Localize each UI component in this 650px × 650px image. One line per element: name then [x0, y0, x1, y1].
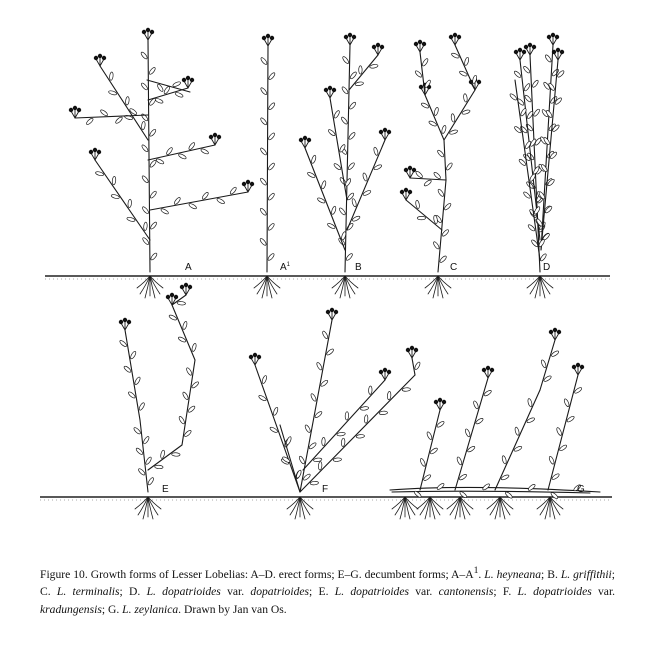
leaf — [419, 458, 426, 467]
leaf — [437, 149, 445, 157]
leaf — [150, 221, 158, 230]
leaf — [437, 188, 445, 197]
flower-head — [555, 35, 559, 39]
leaf — [127, 391, 136, 399]
flower-head — [422, 42, 426, 46]
leaf — [160, 208, 169, 215]
flower-head — [434, 400, 438, 404]
leaf — [261, 375, 267, 384]
leaf — [539, 253, 547, 262]
leaf — [513, 70, 521, 78]
leaf — [86, 117, 94, 125]
leaf — [155, 465, 164, 469]
leaf — [188, 203, 197, 210]
leaf — [349, 101, 357, 110]
leaf — [345, 253, 353, 262]
stem — [406, 200, 442, 230]
plant-f — [249, 308, 421, 519]
leaf — [464, 57, 470, 66]
flower-head — [387, 370, 391, 374]
leaf — [182, 321, 188, 330]
flower-head — [383, 368, 387, 372]
flower-head — [330, 308, 334, 312]
leaf — [184, 429, 193, 437]
flower-head — [97, 150, 101, 154]
leaf — [172, 81, 181, 88]
leaf — [145, 456, 152, 465]
leaf — [138, 402, 145, 411]
leaf — [155, 98, 164, 104]
flower-head — [549, 330, 553, 334]
leaf — [444, 202, 452, 210]
stem — [541, 45, 553, 250]
runner — [392, 491, 590, 493]
leaf — [415, 170, 423, 178]
flower-head — [123, 318, 127, 322]
leaf — [216, 198, 225, 205]
flower-head — [383, 128, 387, 132]
leaf — [119, 339, 128, 347]
flower-head — [560, 50, 564, 54]
leaf — [141, 113, 149, 122]
leaf — [321, 180, 327, 189]
flower-head — [77, 108, 81, 112]
label-b: B — [355, 262, 362, 273]
leaf — [333, 163, 342, 171]
flower-head — [299, 138, 303, 142]
flower-head — [326, 310, 330, 314]
leaf — [311, 155, 317, 164]
flower-head — [94, 56, 98, 60]
leaf — [501, 455, 507, 464]
leaf — [451, 113, 456, 122]
leaf — [341, 86, 349, 95]
leaf — [260, 87, 268, 96]
flower-head — [408, 166, 412, 170]
stem — [267, 46, 268, 272]
leaf — [322, 437, 326, 446]
flower-head — [102, 56, 106, 60]
flower-head — [418, 40, 422, 44]
leaf — [349, 71, 357, 80]
caption-figure-number: Figure 10. — [40, 567, 88, 581]
leaf — [267, 162, 275, 171]
leaf — [191, 381, 200, 389]
leaf — [456, 456, 462, 465]
stem — [140, 420, 148, 492]
flower-head — [69, 108, 73, 112]
plant-d — [509, 33, 565, 298]
leaf — [338, 207, 346, 216]
leaf — [100, 109, 109, 117]
leaf — [109, 72, 113, 81]
leaf — [426, 431, 433, 440]
leaf — [548, 456, 555, 465]
stem — [495, 390, 540, 490]
leaf — [186, 367, 193, 376]
plant-c — [400, 33, 481, 298]
ground-line-bottom — [40, 497, 612, 500]
stem — [300, 375, 415, 492]
flower-head — [522, 50, 526, 54]
leaf — [423, 179, 432, 187]
flower-head — [89, 150, 93, 154]
leaf — [267, 253, 275, 262]
flower-head — [174, 295, 178, 299]
leaf — [556, 427, 563, 436]
flower-head — [182, 78, 186, 82]
leaf — [130, 351, 137, 360]
leaf — [432, 241, 440, 250]
flower-head — [576, 363, 580, 367]
stem — [425, 95, 444, 140]
flower-head — [93, 148, 97, 152]
leaf — [150, 252, 158, 261]
flower-head — [146, 28, 150, 32]
leaf — [341, 438, 345, 447]
leaf — [417, 216, 425, 219]
flower-head — [379, 370, 383, 374]
leaf — [531, 79, 539, 88]
stem — [100, 66, 148, 140]
flower-head — [404, 168, 408, 172]
flower-head — [524, 45, 528, 49]
stem — [444, 140, 446, 180]
leaf — [259, 238, 267, 247]
flower-head — [142, 30, 146, 34]
leaf — [364, 415, 368, 424]
stem — [455, 378, 488, 490]
leaf — [439, 255, 447, 263]
leaf — [544, 54, 552, 63]
flower-head — [482, 368, 486, 372]
leaf — [533, 206, 540, 215]
flower-head — [453, 33, 457, 37]
flower-head — [486, 366, 490, 370]
leaf — [473, 400, 479, 409]
leaf — [268, 102, 276, 111]
flower-head — [580, 365, 584, 369]
label-g: G — [577, 484, 585, 495]
flower-head — [324, 88, 328, 92]
leaf — [387, 391, 391, 400]
flower-head — [352, 35, 356, 39]
leaf — [327, 129, 336, 137]
figure-caption: Figure 10. Growth forms of Lesser Lobelias: A–D. erect forms; E–G. decumbent forms; $A-A^1$. L. heyneana; B. L. griffithii; C. L. terminalis; D. L. dopatrioides var. dopatrioides; E. L. dopatrioides var. cantonensis; F. L. dopatrioides var. kradungensis; G. L. zeylanica. Drawn by Jan van Os. — [40, 565, 616, 616]
leaf — [260, 57, 268, 66]
flower-head — [379, 130, 383, 134]
leaf — [125, 96, 129, 105]
flower-head — [380, 45, 384, 49]
leaf — [304, 424, 311, 433]
leaf — [333, 110, 340, 119]
leaf — [533, 108, 541, 117]
leaf — [340, 116, 348, 125]
flower-head — [442, 400, 446, 404]
leaf — [472, 75, 478, 84]
leaf — [267, 192, 275, 201]
leaf — [563, 398, 570, 407]
leaf — [141, 144, 149, 153]
stem — [347, 140, 385, 230]
leaf — [318, 461, 322, 470]
leaf — [509, 93, 518, 101]
flower-head — [307, 138, 311, 142]
flower-head — [557, 330, 561, 334]
leaf — [331, 206, 337, 215]
stem — [255, 365, 300, 492]
flower-head — [556, 48, 560, 52]
leaf — [523, 191, 532, 199]
leaf — [356, 434, 365, 438]
leaf — [368, 386, 372, 395]
stem — [303, 380, 385, 470]
leaf — [149, 159, 157, 168]
label-e: E — [162, 484, 169, 495]
leaf — [140, 51, 148, 60]
leaf — [140, 82, 148, 91]
leaf — [433, 107, 439, 116]
flower-head — [249, 355, 253, 359]
flower-head — [332, 88, 336, 92]
leaf — [482, 483, 491, 491]
leaf — [200, 148, 209, 155]
stem — [412, 358, 415, 375]
leaf — [373, 147, 379, 156]
leaf — [177, 301, 186, 305]
leaf — [133, 427, 141, 435]
label-a1: $A^1$ — [280, 262, 291, 273]
flower-head — [514, 50, 518, 54]
flower-head — [246, 180, 250, 184]
leaf — [523, 83, 530, 92]
flower-head — [253, 353, 257, 357]
stem — [305, 148, 345, 250]
plant-a1 — [254, 34, 280, 298]
leaf — [464, 428, 470, 437]
flower-head — [119, 320, 123, 324]
leaf — [149, 190, 157, 199]
flower-head — [408, 190, 412, 194]
leaf — [178, 153, 187, 160]
flower-head — [73, 106, 77, 110]
flower-head — [387, 130, 391, 134]
leaf — [172, 453, 181, 457]
leaf — [187, 405, 196, 413]
leaf — [348, 132, 356, 141]
flower-head — [547, 35, 551, 39]
flower-head — [188, 285, 192, 289]
flower-head — [419, 85, 423, 89]
leaf — [112, 176, 116, 185]
leaf — [260, 147, 268, 156]
stem — [148, 445, 182, 470]
leaf — [333, 458, 342, 462]
leaf — [540, 359, 546, 368]
plant-g — [390, 328, 600, 519]
flower-head — [414, 348, 418, 352]
leaf — [141, 121, 145, 130]
leaf — [135, 447, 143, 455]
leaf — [178, 416, 185, 425]
leaf — [267, 223, 275, 232]
flower-head — [190, 78, 194, 82]
flower-head — [372, 45, 376, 49]
leaf — [259, 207, 267, 216]
flower-head — [400, 190, 404, 194]
leaf — [191, 343, 197, 352]
leaf — [518, 158, 527, 166]
leaf — [268, 72, 276, 81]
leaf — [414, 70, 422, 78]
plant-e — [119, 283, 200, 519]
flower-head — [412, 168, 416, 172]
stem — [75, 115, 148, 118]
leaf — [360, 406, 369, 410]
leaf — [445, 162, 453, 171]
flower-head — [270, 36, 274, 40]
leaf — [123, 365, 132, 373]
leaf — [143, 222, 147, 231]
leaf — [421, 58, 428, 67]
flower-head — [449, 35, 453, 39]
flower-head — [98, 54, 102, 58]
flower-head — [217, 135, 221, 139]
flower-head — [376, 43, 380, 47]
leaf — [345, 412, 349, 421]
flower-head — [328, 86, 332, 90]
leaf — [359, 66, 362, 74]
flower-head — [184, 283, 188, 287]
stem — [300, 320, 332, 492]
flower-head — [186, 76, 190, 80]
leaf — [268, 132, 276, 141]
flower-head — [414, 42, 418, 46]
leaf — [402, 387, 411, 391]
leaf — [141, 175, 149, 184]
flower-head — [250, 182, 254, 186]
leaf — [527, 398, 533, 407]
leaf — [259, 177, 267, 186]
flower-head — [348, 33, 352, 37]
flower-head — [410, 346, 414, 350]
leaf — [298, 456, 305, 465]
leaf — [134, 376, 141, 385]
stem — [125, 330, 140, 420]
flower-head — [213, 133, 217, 137]
label-f: F — [322, 484, 329, 495]
leaf — [337, 432, 346, 436]
ground-line-top — [45, 276, 610, 279]
flower-head — [457, 35, 461, 39]
leaf — [147, 477, 154, 486]
stem — [548, 375, 578, 490]
leaf — [310, 393, 317, 402]
leaf — [351, 198, 357, 207]
stem — [95, 160, 150, 240]
leaf — [182, 391, 189, 400]
flower-head — [518, 48, 522, 52]
leaf — [322, 330, 329, 339]
leaf — [463, 93, 468, 102]
leaf — [316, 362, 323, 371]
leaf — [441, 125, 447, 134]
flower-head — [170, 293, 174, 297]
leaf — [436, 482, 445, 490]
flower-head — [552, 50, 556, 54]
leaf — [523, 65, 531, 73]
leaf — [138, 468, 146, 476]
flower-head — [438, 398, 442, 402]
leaf — [310, 481, 319, 485]
flower-head — [150, 30, 154, 34]
flower-head — [257, 355, 261, 359]
stem — [172, 305, 195, 360]
leaf — [527, 483, 536, 491]
flower-head — [180, 285, 184, 289]
flower-head — [344, 35, 348, 39]
leaf — [347, 162, 355, 171]
leaf — [128, 199, 132, 208]
flower-head — [262, 36, 266, 40]
flower-head — [209, 135, 213, 139]
leaf — [379, 411, 388, 415]
flower-head — [572, 365, 576, 369]
stem — [444, 90, 475, 140]
flower-head — [404, 188, 408, 192]
flower-head — [553, 328, 557, 332]
leaf — [342, 56, 350, 65]
plant-a — [69, 28, 254, 298]
label-a: A — [185, 262, 192, 273]
flower-head — [127, 320, 131, 324]
leaf — [175, 92, 184, 98]
leaf — [362, 173, 368, 182]
flower-head — [477, 80, 481, 84]
flower-head — [303, 136, 307, 140]
leaf — [148, 67, 156, 76]
leaf — [260, 117, 268, 126]
leaf — [149, 128, 157, 137]
flower-head — [166, 295, 170, 299]
leaf — [273, 407, 279, 416]
stem — [150, 192, 248, 210]
flower-head — [242, 182, 246, 186]
plant-b — [299, 33, 391, 298]
flower-head — [528, 43, 532, 47]
flower-head — [551, 33, 555, 37]
leaf — [141, 206, 149, 215]
flower-head — [266, 34, 270, 38]
flower-head — [490, 368, 494, 372]
leaf — [514, 427, 520, 436]
stem — [345, 45, 350, 272]
leaf — [115, 116, 123, 124]
flower-head — [406, 348, 410, 352]
label-d: D — [543, 262, 551, 273]
leaf — [156, 158, 165, 165]
stem — [455, 45, 475, 90]
flower-head — [334, 310, 338, 314]
leaf — [143, 436, 150, 445]
leaf — [527, 224, 536, 232]
label-c: C — [450, 262, 458, 273]
leaf — [433, 171, 441, 179]
flower-head — [532, 45, 536, 49]
leaf — [505, 491, 514, 499]
leaf — [414, 361, 421, 370]
